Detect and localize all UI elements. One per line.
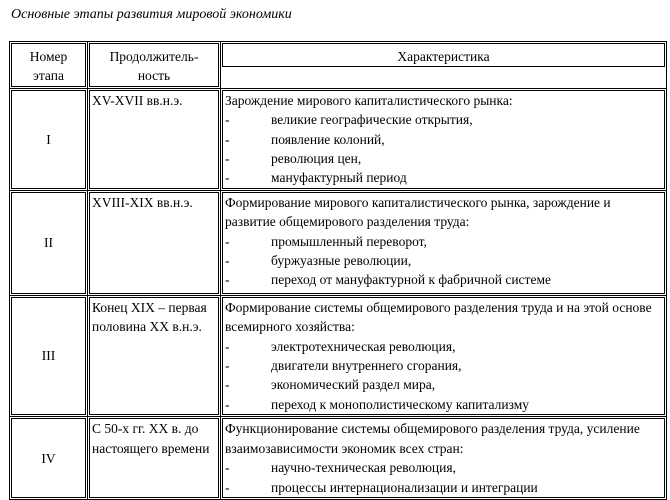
header-number-line-2: этапа xyxy=(33,68,64,84)
stage-duration-cell xyxy=(88,295,221,416)
list-item xyxy=(225,395,662,414)
list-item xyxy=(225,251,662,270)
list-item-text: революция цен, xyxy=(271,151,362,167)
stages-table xyxy=(9,41,667,500)
table-row xyxy=(10,190,667,295)
list-item-text: двигатели внутреннего сгорания, xyxy=(271,358,462,374)
stage-lead-text: Зарождение мирового капиталистического рынка: xyxy=(225,92,513,108)
stage-characteristic-cell xyxy=(221,417,667,500)
stage-number: II xyxy=(44,235,53,251)
stage-item-list xyxy=(225,232,662,290)
header-duration xyxy=(88,42,221,89)
list-item-text: появление колоний, xyxy=(271,131,385,147)
list-item-text: переход от мануфактурной к фабричной системе xyxy=(271,272,551,288)
header-characteristic-label: Характеристика xyxy=(397,49,490,64)
list-item xyxy=(225,375,662,394)
stage-duration-cell xyxy=(88,88,221,190)
list-item-text: переход к монополистическому капитализму xyxy=(271,396,530,412)
stage-item-list xyxy=(225,337,662,415)
bullet-dash: - xyxy=(225,479,230,495)
list-item-text: промышленный переворот, xyxy=(271,233,427,249)
stage-duration: С 50-х гг. XX в. до настоящего времени xyxy=(92,421,210,456)
document-title: Основные этапы развития мировой экономики xyxy=(11,7,292,22)
header-number xyxy=(10,42,88,89)
header-duration-line-2: ность xyxy=(137,68,171,84)
table-header-row xyxy=(10,42,667,89)
bullet-dash: - xyxy=(225,151,230,167)
stage-duration-cell xyxy=(88,417,221,500)
table-row xyxy=(10,295,667,416)
bullet-dash: - xyxy=(225,358,230,374)
bullet-dash: - xyxy=(225,377,230,393)
list-item-text: электротехническая революция, xyxy=(271,338,456,354)
header-number-line-1: Номер xyxy=(29,49,68,64)
table-row xyxy=(10,88,667,190)
bullet-dash: - xyxy=(225,338,230,354)
stage-duration: Конец XIX – первая половина XX в.н.э. xyxy=(92,299,207,335)
list-item xyxy=(225,168,662,187)
list-item xyxy=(225,458,662,477)
bullet-dash: - xyxy=(225,253,230,269)
bullet-dash: - xyxy=(225,112,230,128)
list-item-text: великие географические открытия, xyxy=(271,112,473,128)
stage-number-cell xyxy=(10,190,88,295)
stage-lead-text: Формирование мирового капиталистического рынка, зарождение и развитие общемирового разделения труда: xyxy=(225,194,611,230)
stage-lead-text: Формирование системы общемирового разделения труда и на этой основе всемирного хозяйства: xyxy=(225,299,652,335)
list-item xyxy=(225,232,662,251)
list-item xyxy=(225,478,662,497)
stage-characteristic-cell xyxy=(221,190,667,295)
list-item-text: буржуазные революции, xyxy=(271,253,412,269)
header-characteristic xyxy=(221,42,667,89)
list-item xyxy=(225,110,662,129)
header-duration-line-1: Продолжитель- xyxy=(109,49,199,64)
bullet-dash: - xyxy=(225,460,230,476)
stage-characteristic-cell xyxy=(221,295,667,416)
list-item-text: экономический раздел мира, xyxy=(271,377,436,393)
stage-number-cell xyxy=(10,295,88,416)
stage-duration: XVIII-XIX вв.н.э. xyxy=(92,194,193,210)
list-item xyxy=(225,356,662,375)
stage-duration-cell xyxy=(88,190,221,295)
list-item-text: научно-техническая революция, xyxy=(271,460,456,476)
table-row xyxy=(10,417,667,500)
bullet-dash: - xyxy=(225,396,230,412)
list-item-text: мануфактурный период xyxy=(271,170,407,186)
bullet-dash: - xyxy=(225,131,230,147)
list-item xyxy=(225,130,662,149)
list-item xyxy=(225,337,662,356)
stage-item-list xyxy=(225,110,662,188)
list-item xyxy=(225,270,662,289)
list-item xyxy=(225,149,662,168)
stage-number: IV xyxy=(41,450,56,466)
stage-lead-text: Функционирование системы общемирового разделения труда, усиление взаимозависимости экономик всех стран: xyxy=(225,421,640,456)
stage-number-cell xyxy=(10,417,88,500)
stage-number: III xyxy=(41,348,56,364)
stage-characteristic-cell xyxy=(221,88,667,190)
bullet-dash: - xyxy=(225,233,230,249)
bullet-dash: - xyxy=(225,170,230,186)
stage-number: I xyxy=(46,131,51,147)
stage-duration: XV-XVII вв.н.э. xyxy=(92,92,183,108)
stage-number-cell xyxy=(10,88,88,190)
stage-item-list xyxy=(225,458,662,497)
list-item-text: процессы интернационализации и интеграции xyxy=(271,479,538,495)
bullet-dash: - xyxy=(225,272,230,288)
